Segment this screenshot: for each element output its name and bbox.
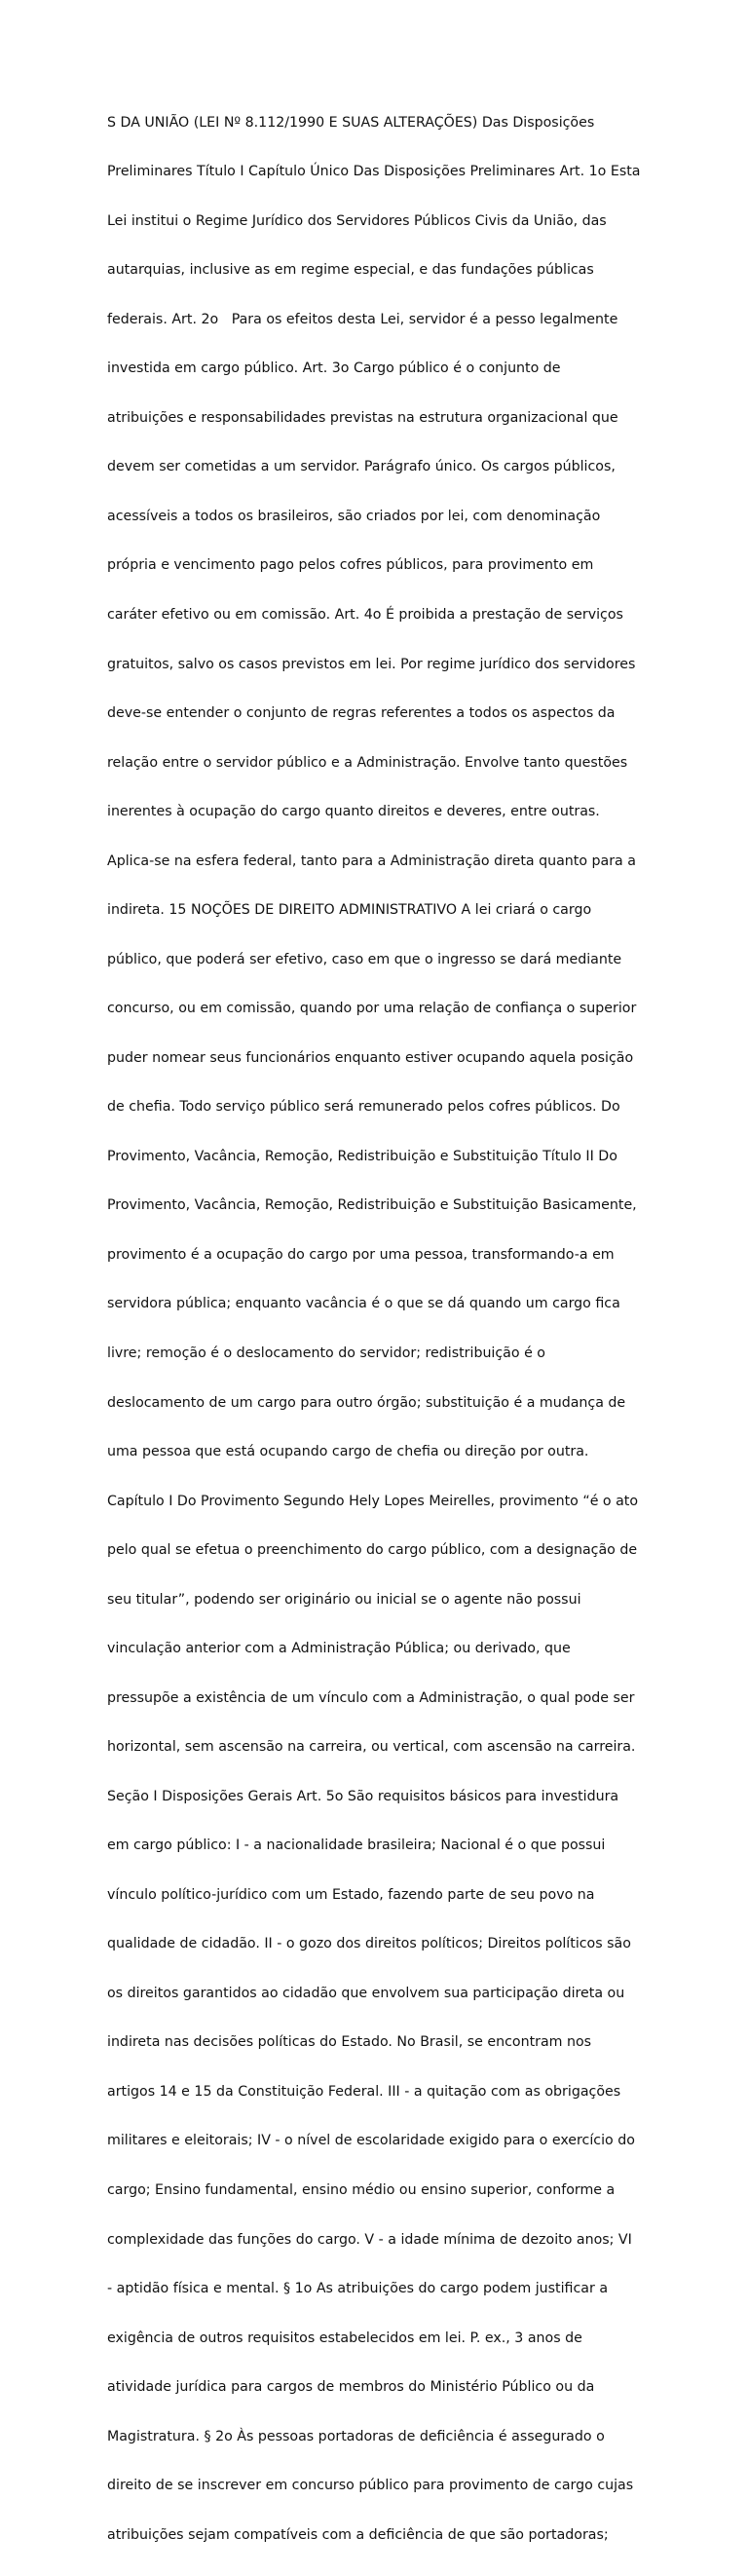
text-line: exigência de outros requisitos estabelecidos em lei. P. ex., 3 anos de — [107, 2330, 582, 2346]
document-body — [107, 82, 653, 2576]
text-line: militares e eleitorais; IV - o nível de escolaridade exigido para o exercício do — [107, 2133, 635, 2149]
text-line: indireta nas decisões políticas do Estado. No Brasil, se encontram nos — [107, 2034, 592, 2051]
text-line: própria e vencimento pago pelos cofres públicos, para provimento em — [107, 557, 594, 574]
text-line: Aplica-se na esfera federal, tanto para a Administração direta quanto para a — [107, 852, 636, 869]
text-line: S DA UNIÃO (LEI Nº 8.112/1990 E SUAS ALTERAÇÕES) Das Disposições — [107, 114, 595, 131]
text-line: atribuições sejam compatíveis com a deficiência de que são portadoras; — [107, 2526, 609, 2543]
text-line: atribuições e responsabilidades previstas na estrutura organizacional que — [107, 409, 618, 426]
text-line: federais. Art. 2o Para os efeitos desta Lei, servidor é a pesso legalmente — [107, 311, 618, 327]
text-line: deve-se entender o conjunto de regras referentes a todos os aspectos da — [107, 705, 616, 722]
text-line: cargo; Ensino fundamental, ensino médio ou ensino superior, conforme a — [107, 2182, 616, 2198]
text-line: seu titular”, podendo ser originário ou inicial se o agente não possui — [107, 1591, 581, 1608]
text-line: Seção I Disposições Gerais Art. 5o São requisitos básicos para investidura — [107, 1788, 619, 1804]
text-line: caráter efetivo ou em comissão. Art. 4o É proibida a prestação de serviços — [107, 607, 623, 623]
text-line: complexidade das funções do cargo. V - a idade mínima de dezoito anos; VI — [107, 2231, 632, 2248]
text-line: concurso, ou em comissão, quando por uma relação de confiança o superior — [107, 1001, 637, 1017]
text-line: pelo qual se efetua o preenchimento do cargo público, com a designação de — [107, 1542, 638, 1559]
text-line: público, que poderá ser efetivo, caso em que o ingresso se dará mediante — [107, 951, 622, 967]
text-line: investida em cargo público. Art. 3o Cargo público é o conjunto de — [107, 360, 561, 377]
text-line: de chefia. Todo serviço público será remunerado pelos cofres públicos. Do — [107, 1099, 620, 1116]
text-line: deslocamento de um cargo para outro órgão; substituição é a mudança de — [107, 1394, 626, 1411]
text-line: inerentes à ocupação do cargo quanto direitos e deveres, entre outras. — [107, 804, 600, 820]
text-line: em cargo público: I - a nacionalidade brasileira; Nacional é o que possui — [107, 1837, 606, 1854]
text-line: horizontal, sem ascensão na carreira, ou vertical, com ascensão na carreira. — [107, 1739, 636, 1756]
text-line: Preliminares Título I Capítulo Único Das Disposições Preliminares Art. 1o Esta — [107, 164, 641, 180]
text-line: servidora pública; enquanto vacância é o que se dá quando um cargo fica — [107, 1296, 620, 1312]
text-line: Lei institui o Regime Jurídico dos Servidores Públicos Civis da União, das — [107, 212, 607, 229]
text-line: indireta. 15 NOÇÕES DE DIREITO ADMINISTRATIVO A lei criará o cargo — [107, 902, 592, 919]
text-line: devem ser cometidas a um servidor. Parágrafo único. Os cargos públicos, — [107, 459, 616, 475]
text-line: - aptidão física e mental. § 1o As atribuições do cargo podem justificar a — [107, 2281, 609, 2297]
text-line: autarquias, inclusive as em regime especial, e das fundações públicas — [107, 262, 594, 279]
text-line: os direitos garantidos ao cidadão que envolvem sua participação direta ou — [107, 1985, 625, 2001]
text-line: relação entre o servidor público e a Administração. Envolve tanto questões — [107, 754, 628, 771]
text-line: livre; remoção é o deslocamento do servidor; redistribuição é o — [107, 1345, 545, 1361]
text-line: vínculo político-jurídico com um Estado, fazendo parte de seu povo na — [107, 1886, 595, 1903]
text-line: qualidade de cidadão. II - o gozo dos direitos políticos; Direitos políticos são — [107, 1936, 631, 1952]
text-line: pressupõe a existência de um vínculo com a Administração, o qual pode ser — [107, 1689, 635, 1706]
text-line: acessíveis a todos os brasileiros, são criados por lei, com denominação — [107, 508, 601, 524]
text-line: atividade jurídica para cargos de membros do Ministério Público ou da — [107, 2379, 595, 2396]
text-line: gratuitos, salvo os casos previstos em lei. Por regime jurídico dos servidores — [107, 656, 636, 672]
text-line: Magistratura. § 2o Às pessoas portadoras de deficiência é assegurado o — [107, 2428, 605, 2444]
text-line: puder nomear seus funcionários enquanto estiver ocupando aquela posição — [107, 1049, 634, 1066]
text-line: vinculação anterior com a Administração Pública; ou derivado, que — [107, 1641, 571, 1657]
text-line: direito de se inscrever em concurso público para provimento de cargo cujas — [107, 2478, 634, 2494]
text-line: Capítulo I Do Provimento Segundo Hely Lopes Meirelles, provimento “é o ato — [107, 1493, 639, 1509]
text-line: Provimento, Vacância, Remoção, Redistribuição e Substituição Título II Do — [107, 1148, 617, 1164]
text-line: uma pessoa que está ocupando cargo de chefia ou direção por outra. — [107, 1444, 589, 1460]
text-line: artigos 14 e 15 da Constituição Federal. III - a quitação com as obrigações — [107, 2083, 621, 2100]
text-line: Provimento, Vacância, Remoção, Redistribuição e Substituição Basicamente, — [107, 1197, 637, 1214]
text-line: provimento é a ocupação do cargo por uma pessoa, transformando-a em — [107, 1246, 615, 1263]
